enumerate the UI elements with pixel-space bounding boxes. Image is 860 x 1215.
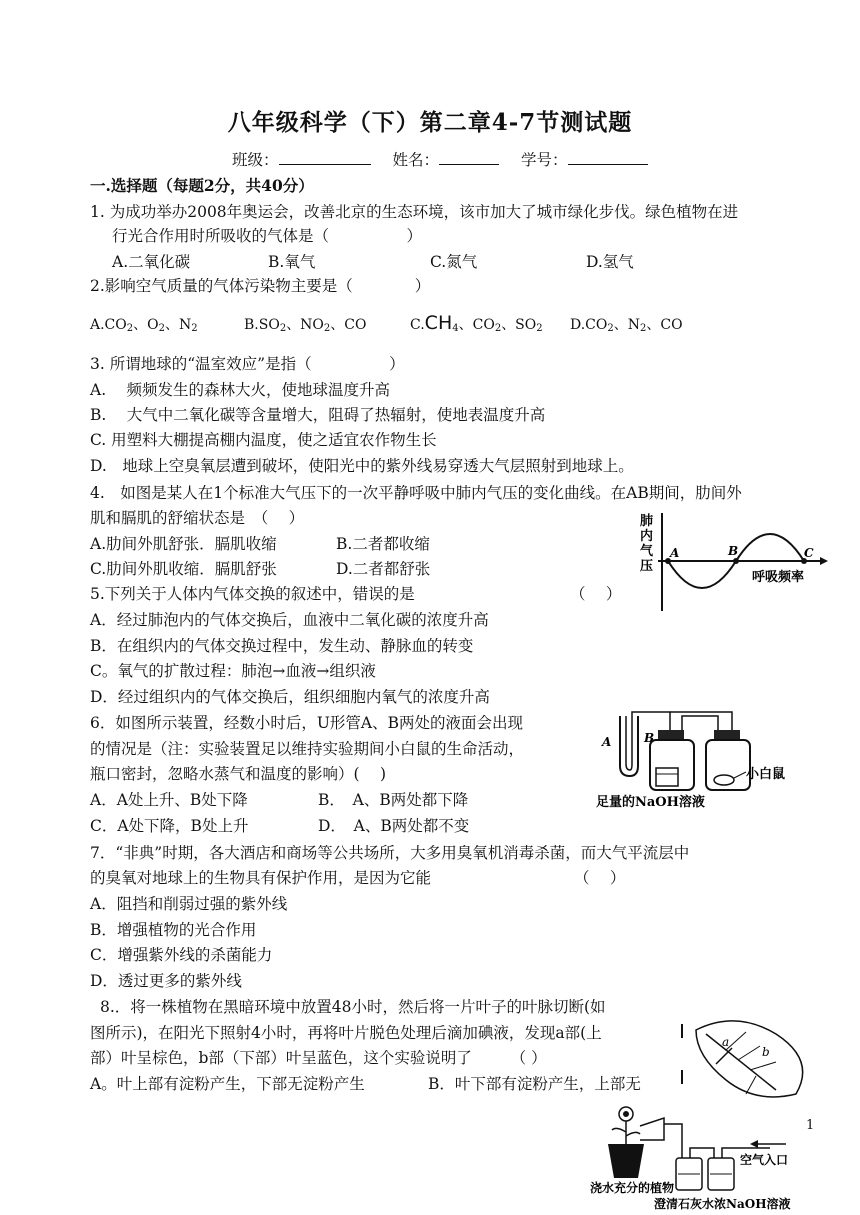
sub: 2 xyxy=(536,323,543,334)
q6-option-c: C．A处下降，B处上升 xyxy=(90,817,249,835)
fig8-label-a: a xyxy=(722,1035,730,1049)
fig6-label-a: A xyxy=(602,735,612,749)
q7-stem-line2: 的臭氧对地球上的生物具有保护作用，是因为它能 xyxy=(90,869,432,887)
sub: 2 xyxy=(607,323,614,334)
fig6-mouse-label: 小白鼠 xyxy=(746,767,786,782)
q6-option-b: B． A、B两处都下降 xyxy=(318,791,469,809)
q2-c-label: C. xyxy=(410,317,425,333)
q8-stem-line2: 图所示)，在阳光下照射4小时，再将叶片脱色处理后滴加碘液，发现a部(上 xyxy=(90,1024,602,1042)
fig9-air-label: 空气入口 xyxy=(740,1153,789,1167)
q6-option-d: D． A、B两处都不变 xyxy=(318,817,470,835)
plant-apparatus-figure xyxy=(590,1100,800,1212)
fig8-label-b: b xyxy=(762,1045,770,1059)
page-number: 1 xyxy=(806,1118,815,1133)
sub: 2 xyxy=(191,323,198,334)
q8-stem-line1: 8.．将一株植物在黑暗环境中放置48小时，然后将一片叶子的叶脉切断(如 xyxy=(100,998,606,1016)
q2-option-a xyxy=(90,315,198,339)
q4-option-b: B.二者都收缩 xyxy=(336,535,430,553)
q8-option-b: B．叶下部有淀粉产生，上部无 xyxy=(428,1075,641,1093)
q2-b-no: 、NO xyxy=(286,317,324,333)
fig4-point-b: B xyxy=(728,544,739,558)
section-heading: 一.选择题（每题2分，共40分） xyxy=(90,176,314,195)
q7-option-b: B．增强植物的光合作用 xyxy=(90,921,257,939)
sub: 2 xyxy=(279,323,287,334)
q1-stem-line2: 行光合作用时所吸收的气体是（ ） xyxy=(112,227,423,245)
q5-option-a: A．经过肺泡内的气体交换后，血液中二氧化碳的浓度升高 xyxy=(90,611,489,629)
q2-stem: 2.影响空气质量的气体污染物主要是（ ） xyxy=(90,277,431,295)
sub: 2 xyxy=(323,323,331,334)
q7-paren: （ ） xyxy=(574,869,626,887)
leaf-figure xyxy=(676,1010,826,1102)
fig4-ylabel-3: 气 xyxy=(640,544,654,559)
q1-option-d: D.氢气 xyxy=(586,253,634,271)
class-label: 班级： xyxy=(232,151,279,169)
fig9-naoh-label: 浓NaOH溶液 xyxy=(714,1197,791,1211)
fig4-ylabel-2: 内 xyxy=(640,529,654,544)
q2-b-so: B.SO xyxy=(244,317,280,333)
q6-stem-line2: 的情况是（注：实验装置足以维持实验期间小白鼠的生命活动， xyxy=(90,740,525,758)
sub: 2 xyxy=(126,323,134,334)
fig4-ylabel-1: 肺 xyxy=(640,514,654,529)
q2-a-o: 、O xyxy=(133,317,159,333)
fig9-plant-label: 浇水充分的植物 xyxy=(590,1181,675,1195)
fig4-ylabel-4: 压 xyxy=(640,559,654,574)
q2-option-c xyxy=(410,313,543,339)
sub: 2 xyxy=(158,323,165,334)
q4-stem-line2: 肌和膈肌的舒缩状态是 （ ） xyxy=(90,509,305,527)
q7-stem-line1: 7．“非典”时期，各大酒店和商场等公共场所，大多用臭氧机消毒杀菌，而大气平流层中 xyxy=(90,844,690,862)
lung-pressure-figure xyxy=(632,505,832,617)
fig6-naoh-label: 足量的NaOH溶液 xyxy=(596,795,705,810)
q4-option-c: C.肋间外肌收缩．膈肌舒张 xyxy=(90,560,277,578)
fig6-label-b: B xyxy=(644,731,655,745)
q6-stem-line3: 瓶口密封，忽略水蒸气和温度的影响）( ) xyxy=(90,765,387,783)
q2-c-co: 、CO xyxy=(458,317,495,333)
sub: 4 xyxy=(452,323,459,334)
u-tube-apparatus-figure xyxy=(590,706,790,812)
fig4-point-c: C xyxy=(804,546,814,560)
q8-stem-line3: 部）叶呈棕色，b部（下部）叶呈蓝色，这个实验说明了 （ ） xyxy=(90,1049,547,1067)
q7-option-c: C．增强紫外线的杀菌能力 xyxy=(90,946,273,964)
q2-option-d xyxy=(570,315,683,339)
q3-option-a: A. 频频发生的森林大火，使地球温度升高 xyxy=(90,381,391,399)
q3-option-c: C. 用塑料大棚提高棚内温度，使之适宜农作物生长 xyxy=(90,431,437,449)
q2-c-ch: CH xyxy=(424,312,453,334)
q3-option-b: B. 大气中二氧化碳等含量增大，阻碍了热辐射，使地表温度升高 xyxy=(90,406,546,424)
class-blank[interactable] xyxy=(279,150,371,165)
q1-option-a: A.二氧化碳 xyxy=(112,253,191,271)
name-label: 姓名： xyxy=(392,151,440,169)
id-label: 学号： xyxy=(521,151,568,169)
q2-option-b xyxy=(244,315,367,339)
sub: 2 xyxy=(640,323,647,334)
sub: 2 xyxy=(494,323,502,334)
q2-a-co: A.CO xyxy=(90,317,127,333)
q5-option-b: B．在组织内的气体交换过程中，发生动、静脉血的转变 xyxy=(90,637,474,655)
fig4-point-a: A xyxy=(670,546,680,560)
q4-option-d: D.二者都舒张 xyxy=(336,560,431,578)
q5-option-d: D．经过组织内的气体交换后，组织细胞内氧气的浓度升高 xyxy=(90,688,490,706)
q4-stem-line1: 4. 如图是某人在1个标准大气压下的一次平静呼吸中肺内气压的变化曲线。在AB期间，肋间外 xyxy=(90,484,742,502)
id-blank[interactable] xyxy=(568,150,648,165)
page-title: 八年级科学（下）第二章4-7节测试题 xyxy=(227,109,633,136)
q2-c-so: 、SO xyxy=(501,317,537,333)
fig9-lime-label: 澄清石灰水 xyxy=(654,1197,715,1211)
q4-option-a: A.肋间外肌舒张．膈肌收缩 xyxy=(90,535,277,553)
student-info-row xyxy=(232,148,648,170)
q3-stem: 3. 所谓地球的“温室效应”是指（ ） xyxy=(90,355,405,373)
q1-stem-line1: 1. 为成功举办2008年奥运会，改善北京的生态环境，该市加大了城市绿化步伐。绿色植物在进 xyxy=(90,203,739,221)
q2-d-n: 、N xyxy=(613,317,640,333)
q1-option-c: C.氮气 xyxy=(430,253,478,271)
q2-d-co: D.CO xyxy=(570,317,608,333)
q6-option-a: A．A处上升、B处下降 xyxy=(90,791,248,809)
q5-stem: 5.下列关于人体内气体交换的叙述中，错误的是 xyxy=(90,585,415,603)
q2-a-n: 、N xyxy=(164,317,192,333)
name-blank[interactable] xyxy=(439,150,499,165)
q8-option-a: A。叶上部有淀粉产生，下部无淀粉产生 xyxy=(90,1075,365,1093)
fig4-xlabel: 呼吸频率 xyxy=(752,570,805,585)
q6-stem-line1: 6．如图所示装置，经数小时后，U形管A、B两处的液面会出现 xyxy=(90,714,524,732)
q2-d-co: 、CO xyxy=(646,317,683,333)
q5-paren: （ ） xyxy=(570,585,622,603)
q7-option-a: A．阻挡和削弱过强的紫外线 xyxy=(90,895,288,913)
q2-b-co: 、CO xyxy=(330,317,367,333)
q7-option-d: D．透过更多的紫外线 xyxy=(90,972,242,990)
q5-option-c: C。氧气的扩散过程：肺泡→血液→组织液 xyxy=(90,662,376,680)
q1-option-b: B.氧气 xyxy=(268,253,316,271)
q3-option-d: D. 地球上空臭氧层遭到破坏，使阳光中的紫外线易穿透大气层照射到地球上。 xyxy=(90,457,634,475)
